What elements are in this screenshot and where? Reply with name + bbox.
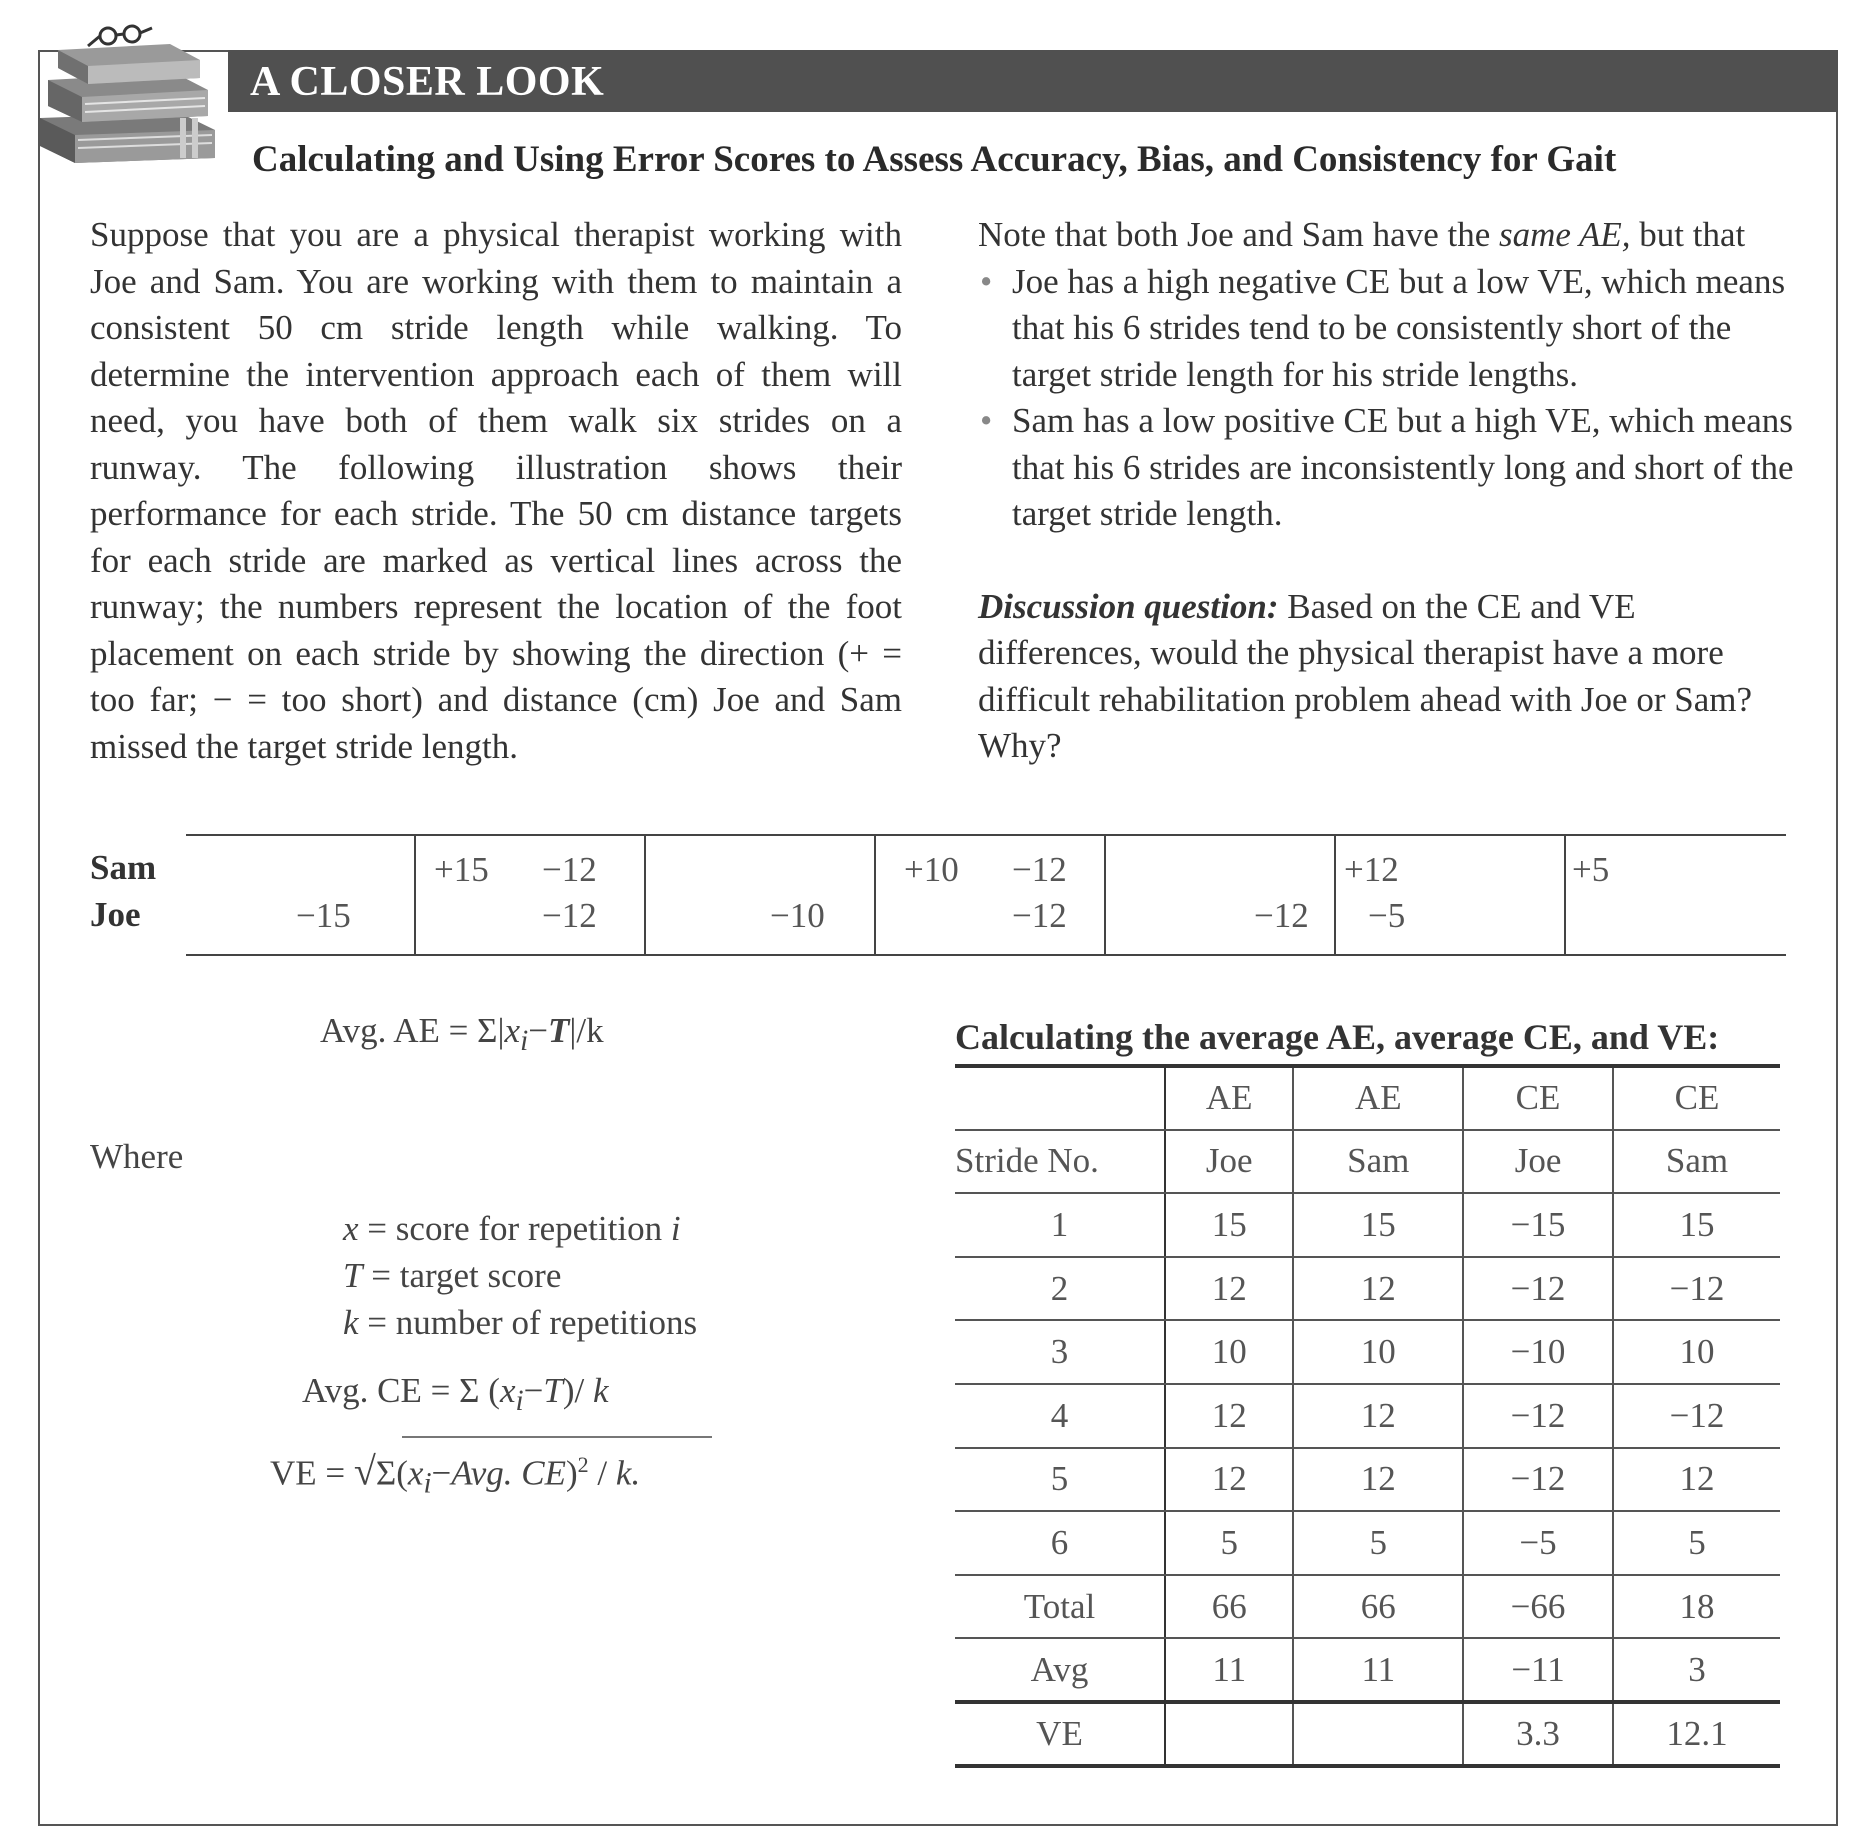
equals-sign: =	[325, 1453, 346, 1493]
table-row	[955, 1511, 1780, 1575]
minus-sign: −	[431, 1453, 452, 1493]
header-title: A CLOSER LOOK	[250, 59, 605, 105]
table-cell: 12	[1165, 1448, 1293, 1512]
strip-label-sam: Sam	[90, 848, 157, 887]
definition-x	[343, 1208, 681, 1250]
table-cell: VE	[955, 1702, 1165, 1766]
table-cell: −12	[1613, 1384, 1780, 1448]
table-cell: 10	[1293, 1320, 1463, 1384]
table-row-ve	[955, 1702, 1780, 1766]
table-cell: Total	[955, 1575, 1165, 1639]
table-row-avg	[955, 1638, 1780, 1702]
var-x: x	[504, 1011, 521, 1050]
bullet-icon: •	[980, 401, 993, 440]
table-row-total	[955, 1575, 1780, 1639]
ae-divisor: /k	[576, 1011, 604, 1050]
ae-lhs: Avg. AE	[320, 1011, 440, 1050]
notes-column	[978, 212, 1798, 770]
table-cell: 15	[1293, 1193, 1463, 1257]
table-cell: 5	[1165, 1511, 1293, 1575]
avg-ce-term: Avg. CE	[451, 1453, 567, 1493]
sigma-symbol: Σ	[477, 1011, 498, 1050]
var-x: x	[343, 1209, 359, 1248]
table-row	[955, 1193, 1780, 1257]
bullet-icon: •	[980, 261, 993, 301]
table-header-cell: AE	[1165, 1066, 1293, 1130]
target-line	[1564, 836, 1566, 954]
discussion-label: Discussion question:	[978, 586, 1279, 626]
table-cell	[1165, 1702, 1293, 1766]
sam-stride-2: −12	[542, 850, 597, 889]
sam-stride-3: +10	[904, 850, 959, 889]
table-cell	[1293, 1702, 1463, 1766]
table-cell: −12	[1463, 1448, 1613, 1512]
table-cell: 12	[1293, 1448, 1463, 1512]
table-cell: 10	[1165, 1320, 1293, 1384]
table-cell: 15	[1613, 1193, 1780, 1257]
table-cell: Avg	[955, 1638, 1165, 1702]
table-header-cell	[955, 1066, 1165, 1130]
var-k: k.	[615, 1453, 641, 1493]
var-i: i	[520, 1025, 529, 1057]
table-row	[955, 1257, 1780, 1321]
table-cell: 1	[955, 1193, 1165, 1257]
var-t: T	[343, 1256, 363, 1295]
ce-divisor: )/	[562, 1371, 585, 1410]
var-k: k	[343, 1303, 359, 1342]
subtitle: Calculating and Using Error Scores to Assess Accuracy, Bias, and Consistency for Gait	[252, 139, 1617, 180]
table-row	[955, 1384, 1780, 1448]
bullet-text-sam: Sam has a low positive CE but a high VE, which means that his 6 strides are inconsistently long and short of the target stride length.	[1012, 401, 1794, 533]
equals-sign: =	[367, 1209, 388, 1248]
list-item	[978, 398, 1798, 538]
notes-intro-emphasis: same AE,	[1498, 215, 1631, 254]
sqrt-bar	[402, 1436, 712, 1438]
table-cell: 5	[955, 1448, 1165, 1512]
table-header-cell: AE	[1293, 1066, 1463, 1130]
var-t: T	[547, 1011, 570, 1050]
bullet-text-joe: Joe has a high negative CE but a low VE, which means that his 6 strides tend to be consistently short of the target stride length for his stride lengths.	[1012, 261, 1786, 394]
ve-lhs: VE	[270, 1453, 317, 1493]
table-cell: 12	[1293, 1257, 1463, 1321]
notes-intro-tail: but that	[1630, 215, 1746, 254]
var-i: i	[423, 1467, 432, 1500]
exponent: 2	[577, 1452, 589, 1477]
table-cell: 12.1	[1613, 1702, 1780, 1766]
table-cell: 12	[1165, 1257, 1293, 1321]
var-i: i	[515, 1385, 524, 1417]
table-cell: 5	[1613, 1511, 1780, 1575]
abs-bar: |	[497, 1011, 505, 1050]
where-label: Where	[90, 1137, 184, 1176]
table-header-cell: Sam	[1613, 1130, 1780, 1194]
table-header-row	[955, 1130, 1780, 1194]
joe-stride-2: −12	[542, 896, 597, 935]
notes-intro-text: Note that both Joe and Sam have the	[978, 215, 1499, 254]
equals-sign: =	[448, 1011, 469, 1050]
table-cell: 4	[955, 1384, 1165, 1448]
definition-t	[343, 1255, 561, 1297]
table-cell: 11	[1165, 1638, 1293, 1702]
equals-sign: =	[367, 1303, 388, 1342]
discussion-question	[978, 584, 1798, 770]
joe-stride-4: −12	[1012, 896, 1067, 935]
table-cell: −11	[1463, 1638, 1613, 1702]
strip-label-joe: Joe	[90, 895, 141, 934]
definition-k	[343, 1302, 697, 1344]
var-t: T	[543, 1371, 563, 1410]
discussion-text: Based on the CE and VE differences, would the physical therapist have a more difficult rehabilitation problem ahead with Joe or Sam? Why?	[978, 586, 1752, 765]
table-header-cell: Joe	[1463, 1130, 1613, 1194]
table-cell: 5	[1293, 1511, 1463, 1575]
table-cell: 3.3	[1463, 1702, 1613, 1766]
notes-list	[978, 259, 1798, 538]
table-row	[955, 1320, 1780, 1384]
equals-sign: =	[430, 1371, 451, 1410]
definition-text: target score	[399, 1256, 562, 1295]
table-header-cell: CE	[1463, 1066, 1613, 1130]
table-header-cell: Sam	[1293, 1130, 1463, 1194]
table-cell: 3	[955, 1320, 1165, 1384]
table-cell: 66	[1293, 1575, 1463, 1639]
sam-stride-1: +15	[434, 850, 489, 889]
abs-bar: |	[569, 1011, 577, 1050]
joe-stride-3: −10	[770, 896, 825, 935]
sam-stride-6: +5	[1572, 850, 1610, 889]
table-cell: 3	[1613, 1638, 1780, 1702]
table-caption: Calculating the average AE, average CE, and VE:	[955, 1017, 1720, 1057]
var-x: x	[499, 1371, 516, 1410]
table-cell: 10	[1613, 1320, 1780, 1384]
table-cell: 11	[1293, 1638, 1463, 1702]
var-i: i	[670, 1209, 681, 1248]
ve-formula	[270, 1444, 640, 1505]
table-cell: −15	[1463, 1193, 1613, 1257]
definition-text: score for repetition	[395, 1209, 663, 1248]
table-header-cell: Joe	[1165, 1130, 1293, 1194]
avg-ae-formula	[320, 1010, 604, 1062]
ce-lhs: Avg. CE	[302, 1371, 422, 1410]
close-paren: )	[566, 1453, 578, 1493]
runway-strip	[186, 834, 1786, 956]
minus-sign: −	[528, 1011, 548, 1050]
ve-divisor: /	[588, 1453, 616, 1493]
table-cell: 18	[1613, 1575, 1780, 1639]
minus-sign: −	[523, 1371, 544, 1410]
joe-stride-1: −15	[296, 896, 351, 935]
sigma-symbol: Σ (	[459, 1371, 500, 1410]
table-cell: 15	[1165, 1193, 1293, 1257]
table-cell: −10	[1463, 1320, 1613, 1384]
sam-stride-5: +12	[1344, 850, 1399, 889]
target-line	[414, 836, 416, 954]
error-score-table	[955, 1064, 1780, 1768]
equals-sign: =	[371, 1256, 391, 1295]
joe-stride-6: −5	[1368, 896, 1406, 935]
table-cell: 12	[1165, 1384, 1293, 1448]
var-k: k	[592, 1371, 609, 1410]
sqrt-icon: √	[353, 1448, 376, 1494]
notes-intro	[978, 212, 1798, 259]
table-cell: −5	[1463, 1511, 1613, 1575]
table-header-cell: Stride No.	[955, 1130, 1165, 1194]
definition-text: number of repetitions	[395, 1303, 698, 1342]
table-header-cell: CE	[1613, 1066, 1780, 1130]
target-line	[644, 836, 646, 954]
list-item	[978, 259, 1798, 399]
target-line	[874, 836, 876, 954]
intro-paragraph: Suppose that you are a physical therapist working with Joe and Sam. You are working with them to maintain a consistent 50 cm stride length while walking. To determine the intervention approach each of them will need, you have both of them walk six strides on a runway. The following illustration shows their performance for each stride. The 50 cm distance targets for each stride are marked as vertical lines across the runway; the numbers represent the location of the foot placement on each stride by showing the direction (+ = too far; − = too short) and distance (cm) Joe and Sam missed the target stride length.	[90, 215, 902, 766]
table-cell: −66	[1463, 1575, 1613, 1639]
table-cell: 66	[1165, 1575, 1293, 1639]
table-row	[955, 1448, 1780, 1512]
target-line	[1334, 836, 1336, 954]
target-line	[1104, 836, 1106, 954]
table-cell: −12	[1463, 1257, 1613, 1321]
sigma-symbol: Σ(	[375, 1453, 408, 1493]
joe-stride-5: −12	[1254, 896, 1309, 935]
table-cell: 2	[955, 1257, 1165, 1321]
table-cell: 12	[1613, 1448, 1780, 1512]
table-cell: −12	[1613, 1257, 1780, 1321]
table-cell: 12	[1293, 1384, 1463, 1448]
sam-stride-4: −12	[1012, 850, 1067, 889]
table-cell: −12	[1463, 1384, 1613, 1448]
avg-ce-formula	[302, 1370, 609, 1422]
table-cell: 6	[955, 1511, 1165, 1575]
books-icon	[30, 18, 230, 168]
var-x: x	[407, 1453, 424, 1493]
table-header-row	[955, 1066, 1780, 1130]
